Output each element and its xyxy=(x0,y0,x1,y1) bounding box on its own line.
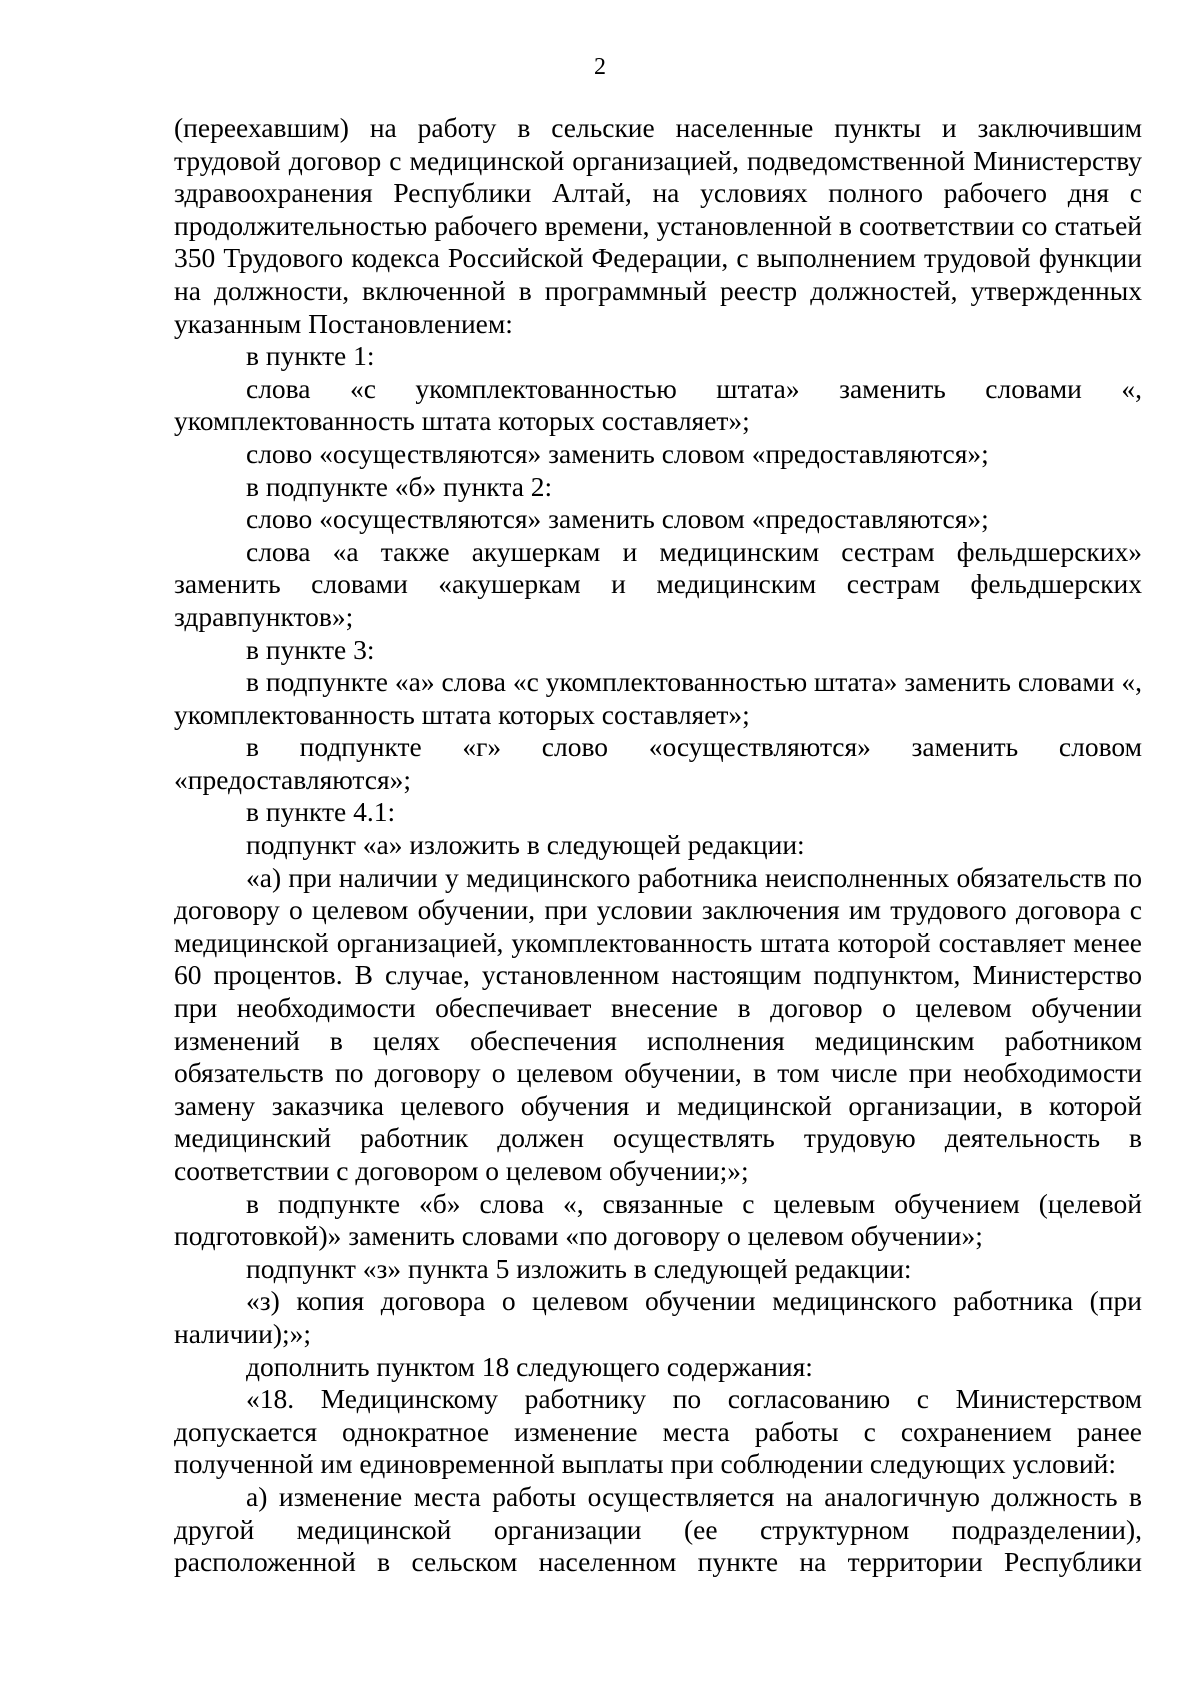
paragraph-point-3-subpoint-a: в подпункте «а» слова «с укомплектованностью штата» заменить словами «, укомплектованность штата которых составляет»; xyxy=(174,666,1142,730)
paragraph-add-point-18: дополнить пунктом 18 следующего содержания: xyxy=(246,1350,813,1382)
paragraph-point-1: в пункте 1: xyxy=(246,340,375,372)
paragraph-subpoint-b-replace: в подпункте «б» слова «, связанные с целевым обучением (целевой подготовкой)» заменить словами «по договору о целевом обучении»; xyxy=(174,1187,1142,1252)
paragraph-subpoint-a-text: «а) при наличии у медицинского работника неисполненных обязательств по договору о целевом обучении, при условии заключения им трудового договора с медицинской организацией, укомплектованность штата которой составляет менее 60 процентов. В случае, установленном настоящим подпунктом, Министерство при необходимости обеспечивает внесение в договор о целевом обучении изменений в целях обеспечения исполнения медицинским работником обязательств по договору о целевом обучении, в том числе при необходимости замену заказчика целевого обучения и медицинской организации, в которой медицинский работник должен осуществлять трудовую деятельность в соответствии с договором о целевом обучении;»; xyxy=(174,861,1142,1186)
paragraph-point-3: в пункте 3: xyxy=(246,633,375,665)
paragraph-subpoint-a-new-edition: подпункт «а» изложить в следующей редакции: xyxy=(246,829,805,861)
paragraph-point-2-replace-words: слова «а также акушеркам и медицинским сестрам фельдшерских» заменить словами «акушеркам и медицинским сестрам фельдшерских здравпунктов»; xyxy=(174,535,1142,632)
paragraph-point-2-replace-word: слово «осуществляются» заменить словом «предоставляются»; xyxy=(246,503,989,535)
paragraph-intro-continuation: (переехавшим) на работу в сельские населенные пункты и заключившим трудовой договор с медицинской организацией, подведомственной Министерству здравоохранения Республики Алтай, на условиях полного рабочего дня с продолжительностью рабочего времени, установленной в соответствии со статьей 350 Трудового кодекса Российской Федерации, с выполнением трудовой функции на должности, включенной в программный реестр должностей, утвержденных указанным Постановлением: xyxy=(174,112,1142,339)
paragraph-subpoint-b-point-2: в подпункте «б» пункта 2: xyxy=(246,470,553,502)
paragraph-subpoint-z-text: «з) копия договора о целевом обучении медицинского работника (при наличии);»; xyxy=(174,1285,1142,1349)
paragraph-point-18-text: «18. Медицинскому работнику по согласованию с Министерством допускается однократное изменение места работы с сохранением ранее полученной им единовременной выплаты при соблюдении следующих условий: xyxy=(174,1383,1142,1480)
paragraph-subpoint-z-point-5: подпункт «з» пункта 5 изложить в следующей редакции: xyxy=(246,1252,912,1284)
paragraph-point-4-1: в пункте 4.1: xyxy=(246,796,396,828)
paragraph-point-3-subpoint-g: в подпункте «г» слово «осуществляются» заменить словом «предоставляются»; xyxy=(174,731,1142,795)
document-body xyxy=(174,112,1142,1579)
paragraph-point-1-replace-word: слово «осуществляются» заменить словом «предоставляются»; xyxy=(246,437,989,469)
page-number: 2 xyxy=(594,54,606,80)
paragraph-point-1-replace-words: слова «с укомплектованностью штата» заменить словами «, укомплектованность штата которых составляет»; xyxy=(174,372,1142,437)
paragraph-point-18-condition-a: а) изменение места работы осуществляется на аналогичную должность в другой медицинской организации (ее структурном подразделении), расположенной в сельском населенном пункте на территории Республики xyxy=(174,1480,1142,1578)
